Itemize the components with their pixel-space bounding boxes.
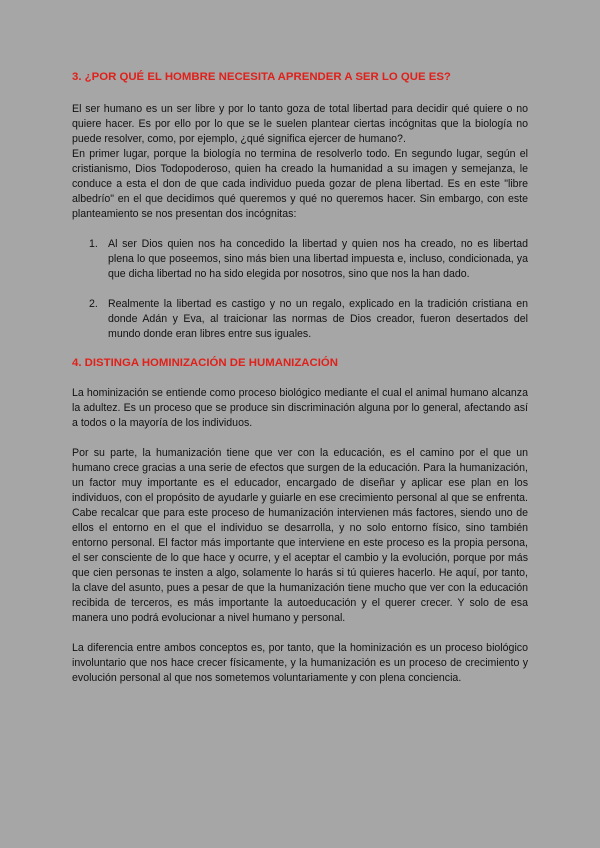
- section-3-heading: 3. ¿POR QUÉ EL HOMBRE NECESITA APRENDER A SER LO QUE ES?: [72, 71, 451, 83]
- section-4-paragraph-1: La hominización se entiende como proceso biológico mediante el cual el animal humano alcanza la adultez. Es un proceso que se produce sin discriminación alguna por lo general, afectando así a todos o la mayoría de los individuos.: [72, 387, 528, 429]
- section-4-heading: 4. DISTINGA HOMINIZACIÓN DE HUMANIZACIÓN: [72, 357, 338, 369]
- list-item-text: Al ser Dios quien nos ha concedido la libertad y quien nos ha creado, no es libertad plena lo que poseemos, sino más bien una libertad impuesta e, incluso, condicionada, ya que dicha libertad no ha sido elegida por nosotros, sino que nos la han dado.: [108, 238, 528, 280]
- section-3-paragraph-2: En primer lugar, porque la biología no termina de resolverlo todo. En segundo lugar, según el cristianismo, Dios Todopoderoso, quien ha creado la humanidad a su imagen y semejanza, le conduce a esta el don de que cada individuo pueda gozar de plena libertad. Es en este "libre albedrío" en el que decidimos qué queremos y qué no queremos hacer. Sin embargo, con este planteamiento se nos presentan dos incógnitas:: [72, 148, 528, 220]
- list-item-number: 1.: [89, 238, 98, 250]
- list-item-number: 2.: [89, 298, 98, 310]
- section-3-list: [72, 237, 528, 342]
- section-4-paragraph-3: La diferencia entre ambos conceptos es, por tanto, que la hominización es un proceso biológico involuntario que nos hace crecer físicamente, y la humanización es un proceso de crecimiento y evolución personal al que nos sometemos voluntariamente y con plena conciencia.: [72, 642, 528, 684]
- list-item: [72, 237, 528, 282]
- list-item-text: Realmente la libertad es castigo y no un regalo, explicado en la tradición cristiana en donde Adán y Eva, al traicionar las normas de Dios creador, fueron desertados del mundo donde eran libres entre sus iguales.: [108, 298, 528, 340]
- section-4-paragraph-2: Por su parte, la humanización tiene que ver con la educación, es el camino por el que un humano crece gracias a una serie de efectos que surgen de la educación. Para la humanización, un factor muy importante es el educador, encargado de diseñar y aplicar ese plan en los individuos, con el propósito de ayudarle y guiarle en ese crecimiento personal al que se enfrenta. Cabe recalcar que para este proceso de humanización intervienen más factores, siendo uno de ellos el entorno en el que el individuo se desarrolla, y no solo entorno físico, sino también entorno personal. El factor más importante que interviene en este proceso es la propia persona, el ser consciente de lo que hace y ocurre, y el aceptar el cambio y la evolución, porque por más que cien personas te insten a algo, solamente lo harás si tú quieres hacerlo. He aquí, por tanto, la clave del asunto, pues a pesar de que la humanización tiene mucho que ver con la educación recibida de terceros, es más importante la autoeducación y el querer crecer. Y solo de esa manera uno podrá evolucionar a nivel humano y personal.: [72, 447, 528, 624]
- list-item: [72, 297, 528, 342]
- section-3-paragraph-1: El ser humano es un ser libre y por lo tanto goza de total libertad para decidir qué quiere o no quiere hacer. Es por ello por lo que se le suelen plantear ciertas incógnitas que la biología no puede resolver, como, por ejemplo, ¿qué significa ejercer de humano?.: [72, 103, 528, 145]
